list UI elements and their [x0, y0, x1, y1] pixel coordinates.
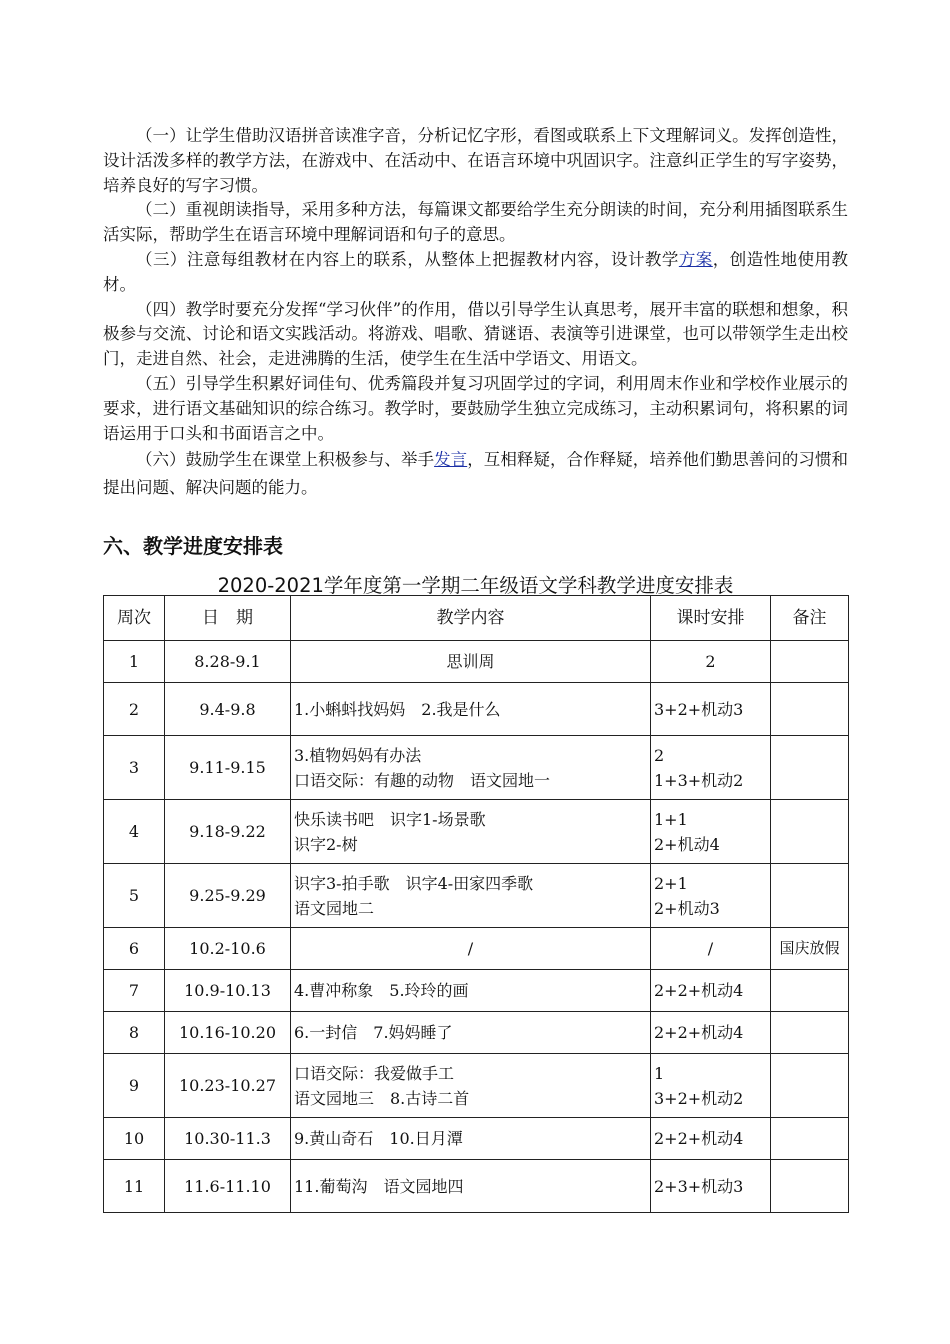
content-line: / — [467, 939, 474, 958]
cell-date — [165, 1118, 291, 1160]
date-value: 10.16-10.20 — [178, 1023, 276, 1042]
week-value: 1 — [128, 652, 140, 671]
cell-note — [771, 864, 849, 928]
content-line: 语文园地二 — [294, 898, 375, 918]
table-row — [104, 641, 849, 683]
week-value: 11 — [123, 1176, 145, 1196]
header-note: 备注 — [771, 596, 849, 641]
hours-line: 2+机动3 — [654, 898, 720, 918]
paragraph-6 — [103, 446, 848, 502]
date-value: 10.9-10.13 — [184, 981, 271, 1000]
cell-content — [291, 683, 651, 736]
week-value: 2 — [128, 699, 140, 719]
cell-hours — [651, 1054, 771, 1118]
cell-date — [165, 1012, 291, 1054]
cell-content — [291, 1118, 651, 1160]
paragraph-6-before: （六）鼓励学生在课堂上积极参与、举手 — [136, 450, 435, 470]
cell-week — [104, 683, 165, 736]
cell-date — [165, 641, 291, 683]
header-week: 周次 — [104, 596, 165, 641]
cell-hours — [651, 928, 771, 970]
content-line: 4.曹冲称象 5.玲玲的画 — [294, 981, 469, 1000]
cell-note — [771, 1118, 849, 1160]
week-value: 10 — [123, 1129, 145, 1148]
table-row — [104, 928, 849, 970]
schedule-table — [103, 595, 849, 1213]
cell-hours — [651, 1012, 771, 1054]
cell-week — [104, 800, 165, 864]
paragraph-2: （二）重视朗读指导，采用多种方法，每篇课文都要给学生充分朗读的时间，充分利用插图联系生活实际，帮助学生在语言环境中理解词语和句子的意思。 — [103, 200, 848, 245]
paragraph-3 — [103, 248, 848, 298]
cell-note — [771, 800, 849, 864]
date-value: 10.2-10.6 — [189, 939, 266, 958]
cell-date — [165, 1054, 291, 1118]
cell-content — [291, 1012, 651, 1054]
cell-hours — [651, 683, 771, 736]
content-line: 思训周 — [446, 652, 495, 671]
table-row — [104, 800, 849, 864]
cell-week — [104, 1054, 165, 1118]
cell-content — [291, 736, 651, 800]
cell-week — [104, 641, 165, 683]
table-row — [104, 736, 849, 800]
table-title: 2020-2021学年度第一学期二年级语文学科教学进度安排表 — [217, 574, 734, 597]
cell-date — [165, 970, 291, 1012]
cell-hours — [651, 864, 771, 928]
cell-note — [771, 928, 849, 970]
table-row — [104, 683, 849, 736]
cell-hours — [651, 1160, 771, 1213]
content-line: 口语交际：有趣的动物 语文园地一 — [294, 770, 551, 790]
cell-note — [771, 1160, 849, 1213]
paragraph-3-before: （三）注意每组教材在内容上的联系，从整体上把握教材内容，设计教学 — [136, 249, 679, 269]
paragraph-4: （四）教学时要充分发挥“学习伙伴”的作用，借以引导学生认真思考，展开丰富的联想和想象，积极参与交流、讨论和语文实践活动。将游戏、唱歌、猜谜语、表演等引进课堂，也可以带领学生走出校门，走进自然、社会，走进沸腾的生活，使学生在生活中学语文、用语文。 — [103, 299, 848, 369]
hours-line: 2 — [705, 652, 716, 671]
table-row — [104, 1012, 849, 1054]
cell-content — [291, 641, 651, 683]
cell-week — [104, 1160, 165, 1213]
date-value: 10.23-10.27 — [178, 1076, 276, 1095]
cell-content — [291, 800, 651, 864]
body-text — [103, 124, 848, 502]
hours-line: 1+1 — [654, 809, 688, 829]
cell-hours — [651, 736, 771, 800]
week-value: 7 — [128, 981, 140, 1000]
table-row — [104, 864, 849, 928]
cell-date — [165, 800, 291, 864]
hours-line: 2+1 — [654, 873, 688, 893]
cell-hours — [651, 800, 771, 864]
paragraph-5: （五）引导学生积累好词佳句、优秀篇段并复习巩固学过的字词，利用周末作业和学校作业展示的要求，进行语文基础知识的综合练习。教学时，要鼓励学生独立完成练习，主动积累词句，将积累的词语运用于口头和书面语言之中。 — [103, 373, 848, 443]
cell-content — [291, 928, 651, 970]
cell-week — [104, 970, 165, 1012]
date-value: 9.18-9.22 — [189, 822, 266, 841]
date-value: 11.6-11.10 — [184, 1176, 271, 1196]
hours-line: 3+2+机动2 — [654, 1088, 744, 1108]
content-line: 口语交际：我爱做手工 — [294, 1063, 455, 1083]
hours-line: 2+2+机动4 — [654, 1129, 744, 1148]
content-line: 9.黄山奇石 10.日月潭 — [294, 1129, 463, 1148]
cell-date — [165, 928, 291, 970]
content-line: 6.一封信 7.妈妈睡了 — [294, 1023, 453, 1042]
date-value: 10.30-11.3 — [184, 1129, 271, 1148]
hours-line: 1 — [654, 1063, 665, 1083]
table-row — [104, 1160, 849, 1213]
week-value: 6 — [128, 939, 140, 958]
cell-note — [771, 1012, 849, 1054]
cell-week — [104, 1118, 165, 1160]
hours-line: 2+机动4 — [654, 834, 720, 854]
cell-content — [291, 1054, 651, 1118]
date-value: 9.4-9.8 — [199, 699, 256, 719]
table-header-row — [104, 596, 849, 641]
cell-week — [104, 1012, 165, 1054]
week-value: 5 — [128, 886, 140, 905]
cell-week — [104, 928, 165, 970]
cell-note — [771, 683, 849, 736]
date-value: 9.25-9.29 — [189, 886, 266, 905]
week-value: 9 — [128, 1076, 140, 1095]
plan-link[interactable]: 方案 — [678, 249, 713, 269]
note-value: 国庆放假 — [779, 939, 840, 957]
cell-date — [165, 864, 291, 928]
cell-hours — [651, 970, 771, 1012]
cell-date — [165, 683, 291, 736]
content-line: 识字3-拍手歌 识字4-田家四季歌 — [294, 873, 534, 893]
cell-hours — [651, 641, 771, 683]
date-value: 9.11-9.15 — [189, 758, 266, 777]
paragraph-6-after: ，互相释疑，合作释疑，培养他们勤思善问的习惯和提出问题、解决问题的能力。 — [103, 450, 849, 498]
hours-line: / — [707, 939, 714, 958]
table-row — [104, 1118, 849, 1160]
hours-line: 2 — [654, 745, 665, 765]
content-line: 3.植物妈妈有办法 — [294, 745, 422, 765]
hours-line: 2+2+机动4 — [654, 1023, 744, 1042]
section-title: 六、教学进度安排表 — [103, 534, 283, 558]
cell-content — [291, 970, 651, 1012]
hours-line: 3+2+机动3 — [654, 699, 744, 719]
cell-content — [291, 864, 651, 928]
hours-line: 1+3+机动2 — [654, 770, 744, 790]
week-value: 4 — [128, 822, 140, 841]
cell-date — [165, 1160, 291, 1213]
week-value: 3 — [128, 758, 140, 777]
cell-note — [771, 1054, 849, 1118]
speak-link[interactable]: 发言 — [434, 450, 468, 470]
table-row — [104, 970, 849, 1012]
cell-content — [291, 1160, 651, 1213]
week-value: 8 — [128, 1023, 140, 1042]
content-line: 快乐读书吧 识字1-场景歌 — [294, 809, 486, 829]
cell-note — [771, 641, 849, 683]
header-content: 教学内容 — [291, 596, 651, 641]
cell-note — [771, 736, 849, 800]
cell-week — [104, 736, 165, 800]
header-date: 日 期 — [165, 596, 291, 641]
hours-line: 2+3+机动3 — [654, 1176, 744, 1196]
content-line: 1.小蝌蚪找妈妈 2.我是什么 — [294, 699, 501, 719]
content-line: 识字2-树 — [294, 834, 358, 854]
table-row — [104, 1054, 849, 1118]
hours-line: 2+2+机动4 — [654, 981, 744, 1000]
content-line: 11.葡萄沟 语文园地四 — [294, 1176, 464, 1196]
paragraph-1: （一）让学生借助汉语拼音读准字音，分析记忆字形，看图或联系上下文理解词义。发挥创造性，设计活泼多样的教学方法，在游戏中、在活动中、在语言环境中巩固识字。注意纠正学生的写字姿势，培养良好的写字习惯。 — [103, 126, 848, 195]
cell-week — [104, 864, 165, 928]
header-hours: 课时安排 — [651, 596, 771, 641]
cell-hours — [651, 1118, 771, 1160]
cell-note — [771, 970, 849, 1012]
content-line: 语文园地三 8.古诗二首 — [294, 1088, 470, 1108]
date-value: 8.28-9.1 — [194, 652, 261, 671]
cell-date — [165, 736, 291, 800]
paragraph-3-after: ，创造性地使用教材。 — [103, 249, 849, 294]
